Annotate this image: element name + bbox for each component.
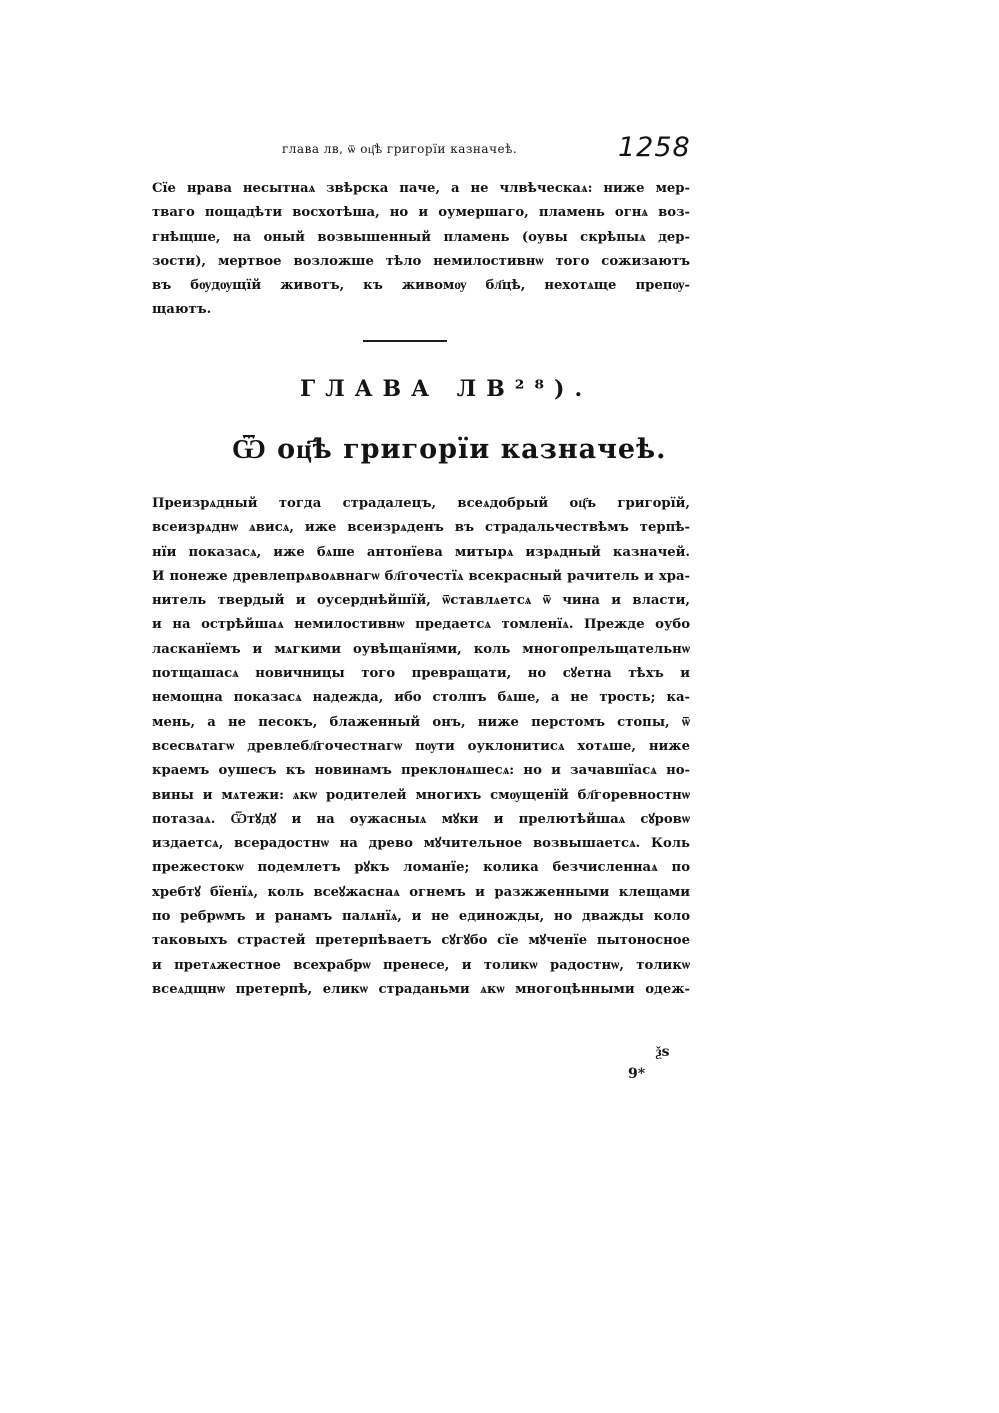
text-line: тваго пощадѣти восхотѣша, но и оумершаго, пламень огнѧ воз- (152, 205, 690, 221)
body-paragraph (152, 492, 690, 1002)
text-line: по ребрѡмъ и ранамъ палѧнїѧ, и не единожды, но дважды коло (152, 909, 690, 925)
page-number: 1258 (618, 132, 691, 163)
text-line: хребтꙋ бїенїѧ, коль всеꙋжаснаѧ огнемъ и разжженными клещами (152, 884, 690, 900)
text-line: издаетсѧ, всерадостнѡ на древо мꙋчительное возвышаетсѧ. Коль (152, 836, 690, 852)
footer-mark: 9* (628, 1066, 646, 1082)
text-line: нїи показасѧ, иже бѧше антонїева митырѧ изрѧдный казначей. (152, 544, 690, 560)
text-line: въ бѹдѹщїй животъ, къ живомѹ бл҃цѣ, нехотѧще препѹ- (152, 278, 690, 294)
text-line: всеизрѧднѡ ѧвисѧ, иже всеизрѧденъ въ страдальчествѣмъ терпѣ- (152, 520, 690, 536)
chapter-title: Ѿ оц҃ѣ григорїи казначеѣ. (232, 434, 667, 465)
text-line: мень, а не песокъ, блаженный онъ, ниже перстомъ стопы, ѿ (152, 714, 690, 730)
text-line: щаютъ. (152, 302, 212, 318)
text-line: ласканїемъ и мѧгкими оувѣщанїями, коль многопрельщательнѡ (152, 641, 690, 657)
text-line: И понеже древлепрѧвоѧвнагѡ бл҃гочестїѧ всекрасный рачитель и хра- (152, 568, 690, 584)
running-head: глава лв, ѿ оц҃ѣ григорїи казначеѣ. (282, 142, 518, 156)
text-line: краемъ оушесъ къ новинамъ преклонѧшесѧ: но и зачавшїасѧ но- (152, 763, 690, 779)
text-line: всеѧдщнѡ претерпѣ, еликѡ страданьми ѧкѡ многоцѣнными одеж- (152, 981, 690, 997)
text-line: вины и мѧтежи: ѧкѡ родителей многихъ смѹщенїй бл҃горевностнѡ (152, 787, 690, 803)
text-line: нитель твердый и оусерднѣйшїй, ѿставлѧетсѧ ѿ чина и власти, (152, 593, 690, 609)
text-line: таковыхъ страстей претерпѣваетъ сꙋгꙋбо сїе мꙋченїе пытоносное (152, 933, 690, 949)
text-line: потазаѧ. Ѿтꙋдꙋ и на оужасныѧ мꙋки и прелютѣйшаѧ сꙋровѡ (152, 811, 690, 827)
text-line: потщашасѧ новичницы того превращати, но сꙋетна тѣхъ и (152, 666, 690, 682)
text-line: всесвѧтагѡ древлебл҃гочестнагѡ пѹти оуклонитисѧ хотѧше, ниже (152, 738, 690, 754)
text-line: зости), мертвое возложше тѣло немилостивнѡ того сожизаютъ (152, 253, 690, 269)
section-divider (363, 340, 447, 342)
signature-mark: ѯѕ (656, 1044, 670, 1060)
text-line: и претѧжестное всехрабрѡ пренесе, и толикѡ радостнѡ, толикѡ (152, 957, 690, 973)
text-line: гнѣщше, на оный возвышенный пламень (оувы скрѣпыѧ дер- (152, 229, 690, 245)
text-line: и на острѣйшаѧ немилостивнѡ предаетсѧ томленїѧ. Прежде оубо (152, 617, 690, 633)
text-line: Сїе нрава несытнаѧ звѣрска паче, а не члвѣческаѧ: ниже мер- (152, 181, 690, 196)
text-line: прежестокѡ подемлетъ рꙋкъ ломанїе; колика безчисленнаѧ по (152, 860, 690, 876)
intro-paragraph (152, 177, 690, 323)
text-line: Преизрѧдный тогда страдалецъ, всеѧдобрый оц҃ъ григорїй, (152, 496, 690, 511)
text-line: немощна показасѧ надежда, ибо столпъ бѧше, а не трость; ка- (152, 690, 690, 706)
chapter-label: ГЛАВА ЛВ²⁸). (300, 376, 593, 402)
